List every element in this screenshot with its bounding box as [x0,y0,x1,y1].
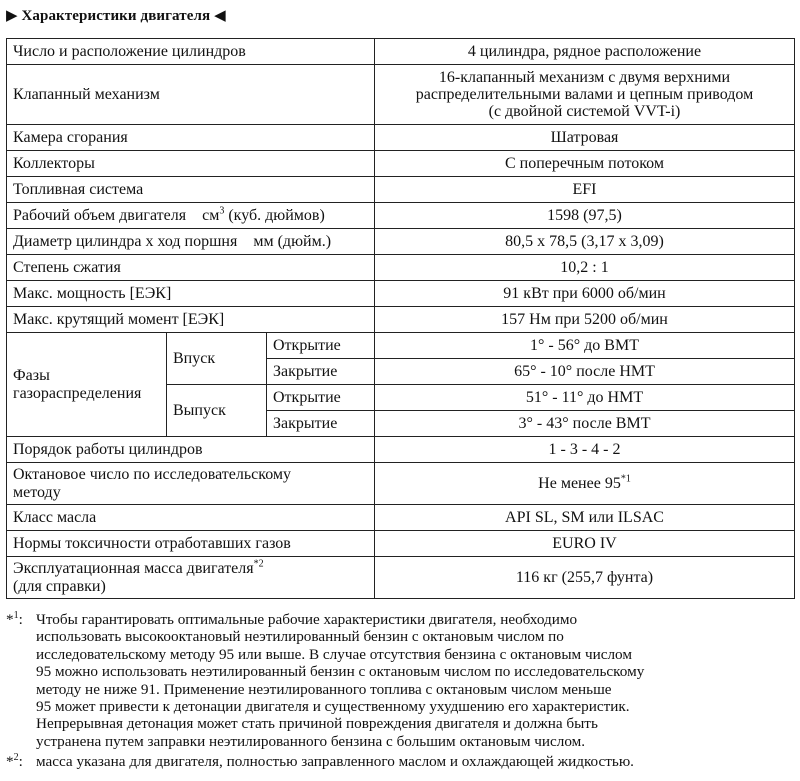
table-row [7,125,795,151]
row-label: Макс. мощность [ЕЭК] [7,281,375,307]
row-value: API SL, SM или ILSAC [375,505,795,531]
mark-colon: : [18,753,23,771]
footnote-ref: *1 [620,473,631,485]
table-row [7,307,795,333]
mark-number: 1 [13,609,19,621]
value-line: распределительными валами и цепным приводом [415,85,754,103]
note-line: 95 можно использовать неэтилированный бензин с октановым числом по исследовательскому [36,663,645,681]
footnotes [6,611,796,771]
footnote-1 [6,611,796,750]
row-value: 1598 (97,5) [375,203,795,229]
row-value: EURO IV [375,531,795,557]
table-row [7,177,795,203]
table-row [7,505,795,531]
note-line: устранена путем заправки неэтилированного бензина с большим октановым числом. [36,732,586,750]
open-label: Открытие [267,333,375,359]
note-line: Чтобы гарантировать оптимальные рабочие характеристики двигателя, необходимо [36,611,578,628]
page-title: ▶ Характеристики двигателя ◀ [6,8,226,24]
label-text: Рабочий объем двигателя [13,206,187,224]
label-line: Октановое число по исследовательскому [13,466,292,484]
note-line: Непрерывная детонация может стать причиной повреждения двигателя и должна быть [36,715,598,733]
row-value: Шатровая [375,125,795,151]
table-row [7,39,795,65]
note-line: масса указана для двигателя, полностью заправленного маслом и охлаждающей жидкостью. [36,753,634,771]
row-value: EFI [375,177,795,203]
row-label: Коллекторы [7,151,375,177]
row-label: Степень сжатия [7,255,375,281]
footnote-ref: *2 [253,558,264,570]
mark-star: * [6,611,14,628]
row-label: Камера сгорания [7,125,375,151]
footnote-2 [6,753,796,770]
label-line: методу [13,483,61,501]
row-value: 1 - 3 - 4 - 2 [375,437,795,463]
footnote-text [36,753,796,770]
label-line: Эксплуатационная масса двигателя [13,560,254,578]
close-label: Закрытие [267,411,375,437]
row-label: Порядок работы цилиндров [7,437,375,463]
unit-rest: (куб. дюймов) [228,206,325,224]
row-value: 80,5 x 78,5 (3,17 x 3,09) [375,229,795,255]
row-value: 3° - 43° после ВМТ [375,411,795,437]
mark-star: * [6,753,14,771]
label-line: (для справки) [13,577,106,595]
row-label: Нормы токсичности отработавших газов [7,531,375,557]
exhaust-label: Выпуск [167,385,267,437]
mark-number: 2 [13,752,19,764]
row-label [7,557,375,599]
row-label: Топливная система [7,177,375,203]
note-line: исследовательскому методу 95 или выше. В случае отсутствия бензина с октановым числом [36,645,632,663]
row-label: Класс масла [7,505,375,531]
engine-spec-table [6,38,795,599]
note-line: методу не ниже 91. Применение неэтилированного топлива с октановым числом меньше [36,680,612,698]
table-row [7,463,795,505]
row-value: 157 Нм при 5200 об/мин [375,307,795,333]
row-value: 4 цилиндра, рядное расположение [375,39,795,65]
label-text: Диаметр цилиндра x ход поршня [13,232,238,250]
unit-text: см [202,206,220,224]
table-row [7,437,795,463]
table-row [7,531,795,557]
intake-label: Впуск [167,333,267,385]
row-value: 1° - 56° до ВМТ [375,333,795,359]
row-label [7,203,375,229]
row-value [375,65,795,125]
unit-text: мм (дюйм.) [253,232,332,250]
row-value: 116 кг (255,7 фунта) [375,557,795,599]
row-label: Клапанный механизм [7,65,375,125]
row-value: С поперечным потоком [375,151,795,177]
footnote-mark [6,753,36,770]
row-value: 10,2 : 1 [375,255,795,281]
value-line: (с двойной системой VVT-i) [488,103,681,121]
close-label: Закрытие [267,359,375,385]
table-row [7,281,795,307]
row-label: Число и расположение цилиндров [7,39,375,65]
table-row [7,229,795,255]
note-line: использовать высокооктановый неэтилированный бензин с октановым числом по [36,628,564,646]
row-label [7,463,375,505]
label-line: Фазы [13,367,50,385]
table-row [7,203,795,229]
mark-colon: : [18,611,23,628]
row-value: 91 кВт при 6000 об/мин [375,281,795,307]
row-label [7,229,375,255]
note-line: 95 может привести к детонации двигателя и существенному ухудшению его характеристик. [36,698,630,716]
row-label: Макс. крутящий момент [ЕЭК] [7,307,375,333]
timing-label [7,333,167,437]
open-label: Открытие [267,385,375,411]
table-row [7,557,795,599]
row-value: 51° - 11° до НМТ [375,385,795,411]
value-text: Не менее 95 [538,474,621,492]
table-row [7,151,795,177]
value-line: 16-клапанный механизм с двумя верхними [438,68,731,86]
label-line: газораспределения [13,384,142,402]
row-value [375,463,795,505]
row-value: 65° - 10° после НМТ [375,359,795,385]
footnote-mark [6,611,36,750]
table-row [7,65,795,125]
table-row [7,333,795,359]
unit-sup: 3 [219,205,225,217]
footnote-text [36,611,796,750]
table-row [7,255,795,281]
